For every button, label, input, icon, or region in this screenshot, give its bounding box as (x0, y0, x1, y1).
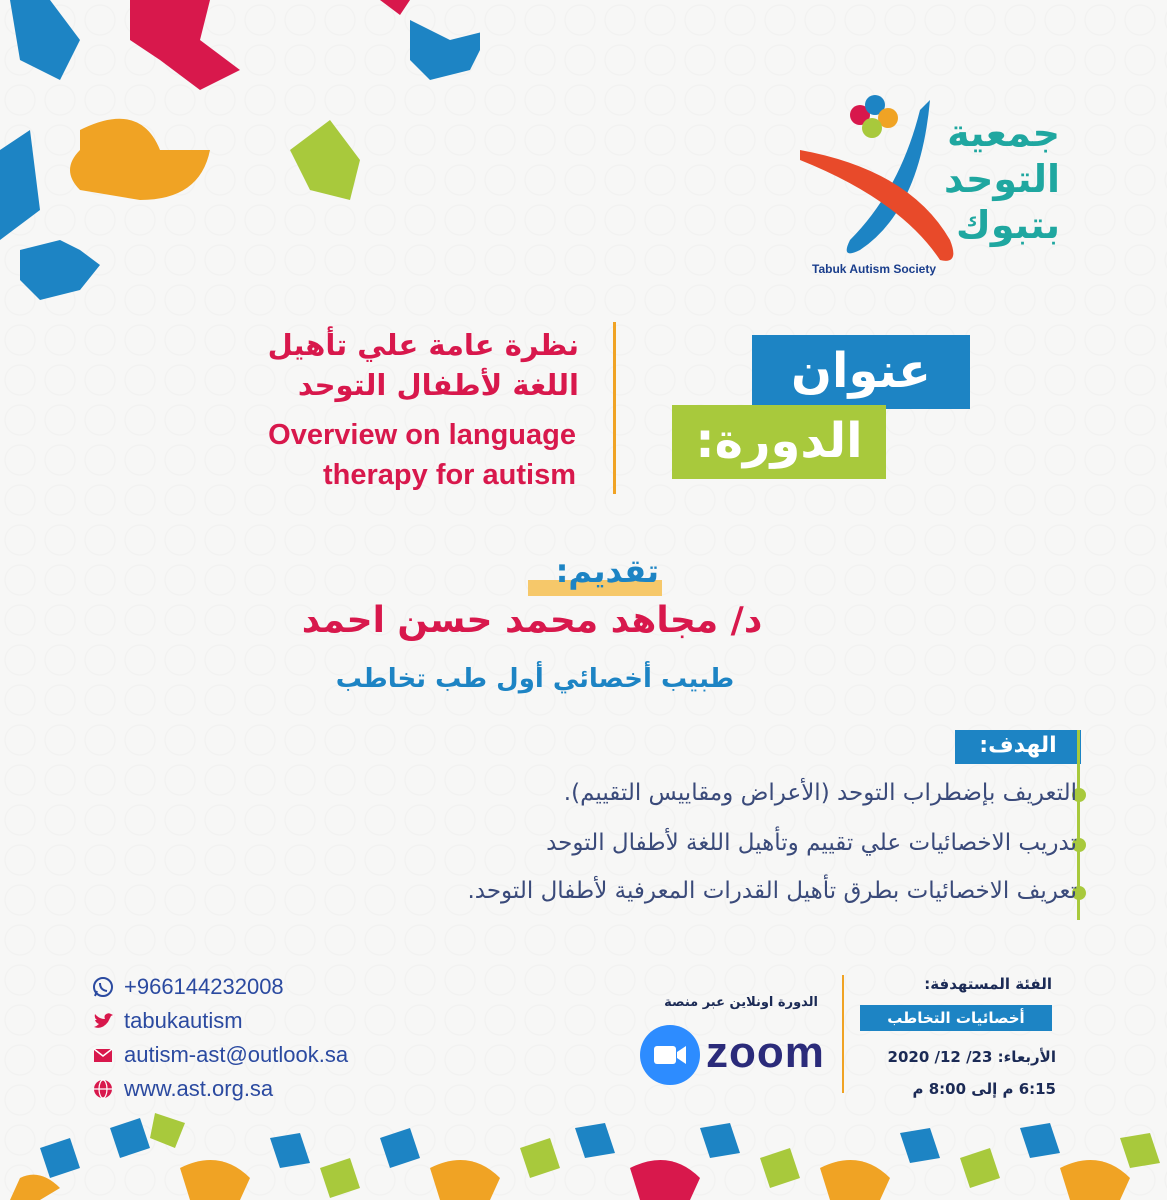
presenter-label: تقديم: (555, 552, 659, 590)
goal-item: التعريف بإضطراب التوحد (الأعراض ومقاييس التقييم). (563, 780, 1077, 806)
course-title-en-line2: therapy for autism (323, 459, 576, 491)
course-title-en-line1: Overview on language (268, 419, 576, 451)
title-divider (613, 322, 616, 494)
course-title-ar-line2: اللغة لأطفال التوحد (297, 368, 579, 402)
zoom-wordmark: zoom (706, 1028, 825, 1077)
goal-item: تدريب الاخصائيات علي تقييم وتأهيل اللغة لأطفال التوحد (546, 830, 1077, 856)
contact-twitter[interactable] (92, 1004, 348, 1038)
globe-icon (92, 1078, 114, 1100)
platform-caption: الدورة اونلاين عبر منصة (664, 995, 818, 1010)
goal-item: تعريف الاخصائيات بطرق تأهيل القدرات المعرفية لأطفال التوحد. (467, 878, 1077, 904)
contact-website[interactable] (92, 1072, 348, 1106)
org-name-line2: التوحد (944, 157, 1060, 201)
puzzle-pieces-bottom (0, 1108, 1167, 1200)
audience-divider (842, 975, 844, 1093)
contact-list (92, 970, 348, 1106)
website-url: www.ast.org.sa (124, 1076, 274, 1101)
audience-label: الفئة المستهدفة: (924, 975, 1052, 993)
twitter-icon (92, 1010, 114, 1032)
contact-email[interactable] (92, 1038, 348, 1072)
org-name-ar (860, 110, 1060, 248)
course-title-ar-line1: نظرة عامة علي تأهيل (267, 328, 579, 362)
course-label-line2: الدورة: (672, 405, 886, 479)
org-name-line3: بتبوك (956, 203, 1060, 247)
whatsapp-icon (92, 976, 114, 998)
course-label-line1: عنوان (752, 335, 970, 409)
org-name-line1: جمعية (947, 111, 1060, 155)
audience-value: أخصائيات التخاطب (860, 1005, 1052, 1031)
course-title-ar (159, 325, 579, 405)
presenter-name: د/ مجاهد محمد حسن احمد (301, 600, 763, 641)
phone-number: +966144232008 (124, 974, 284, 999)
org-name-en: Tabuk Autism Society (812, 262, 937, 276)
presenter-title: طبيب أخصائي أول طب تخاطب (335, 664, 735, 694)
email-address: autism-ast@outlook.sa (124, 1042, 349, 1067)
twitter-handle: tabukautism (124, 1008, 243, 1033)
goals-heading: الهدف: (955, 730, 1081, 764)
puzzle-pieces-top-left (0, 0, 480, 320)
course-time: 6:15 م إلى 8:00 م (912, 1080, 1056, 1098)
contact-phone[interactable] (92, 970, 348, 1004)
email-icon (92, 1044, 114, 1066)
zoom-icon (640, 1025, 700, 1085)
course-date: الأربعاء: 23/ 12/ 2020 (887, 1048, 1056, 1066)
course-title-en (180, 415, 576, 495)
